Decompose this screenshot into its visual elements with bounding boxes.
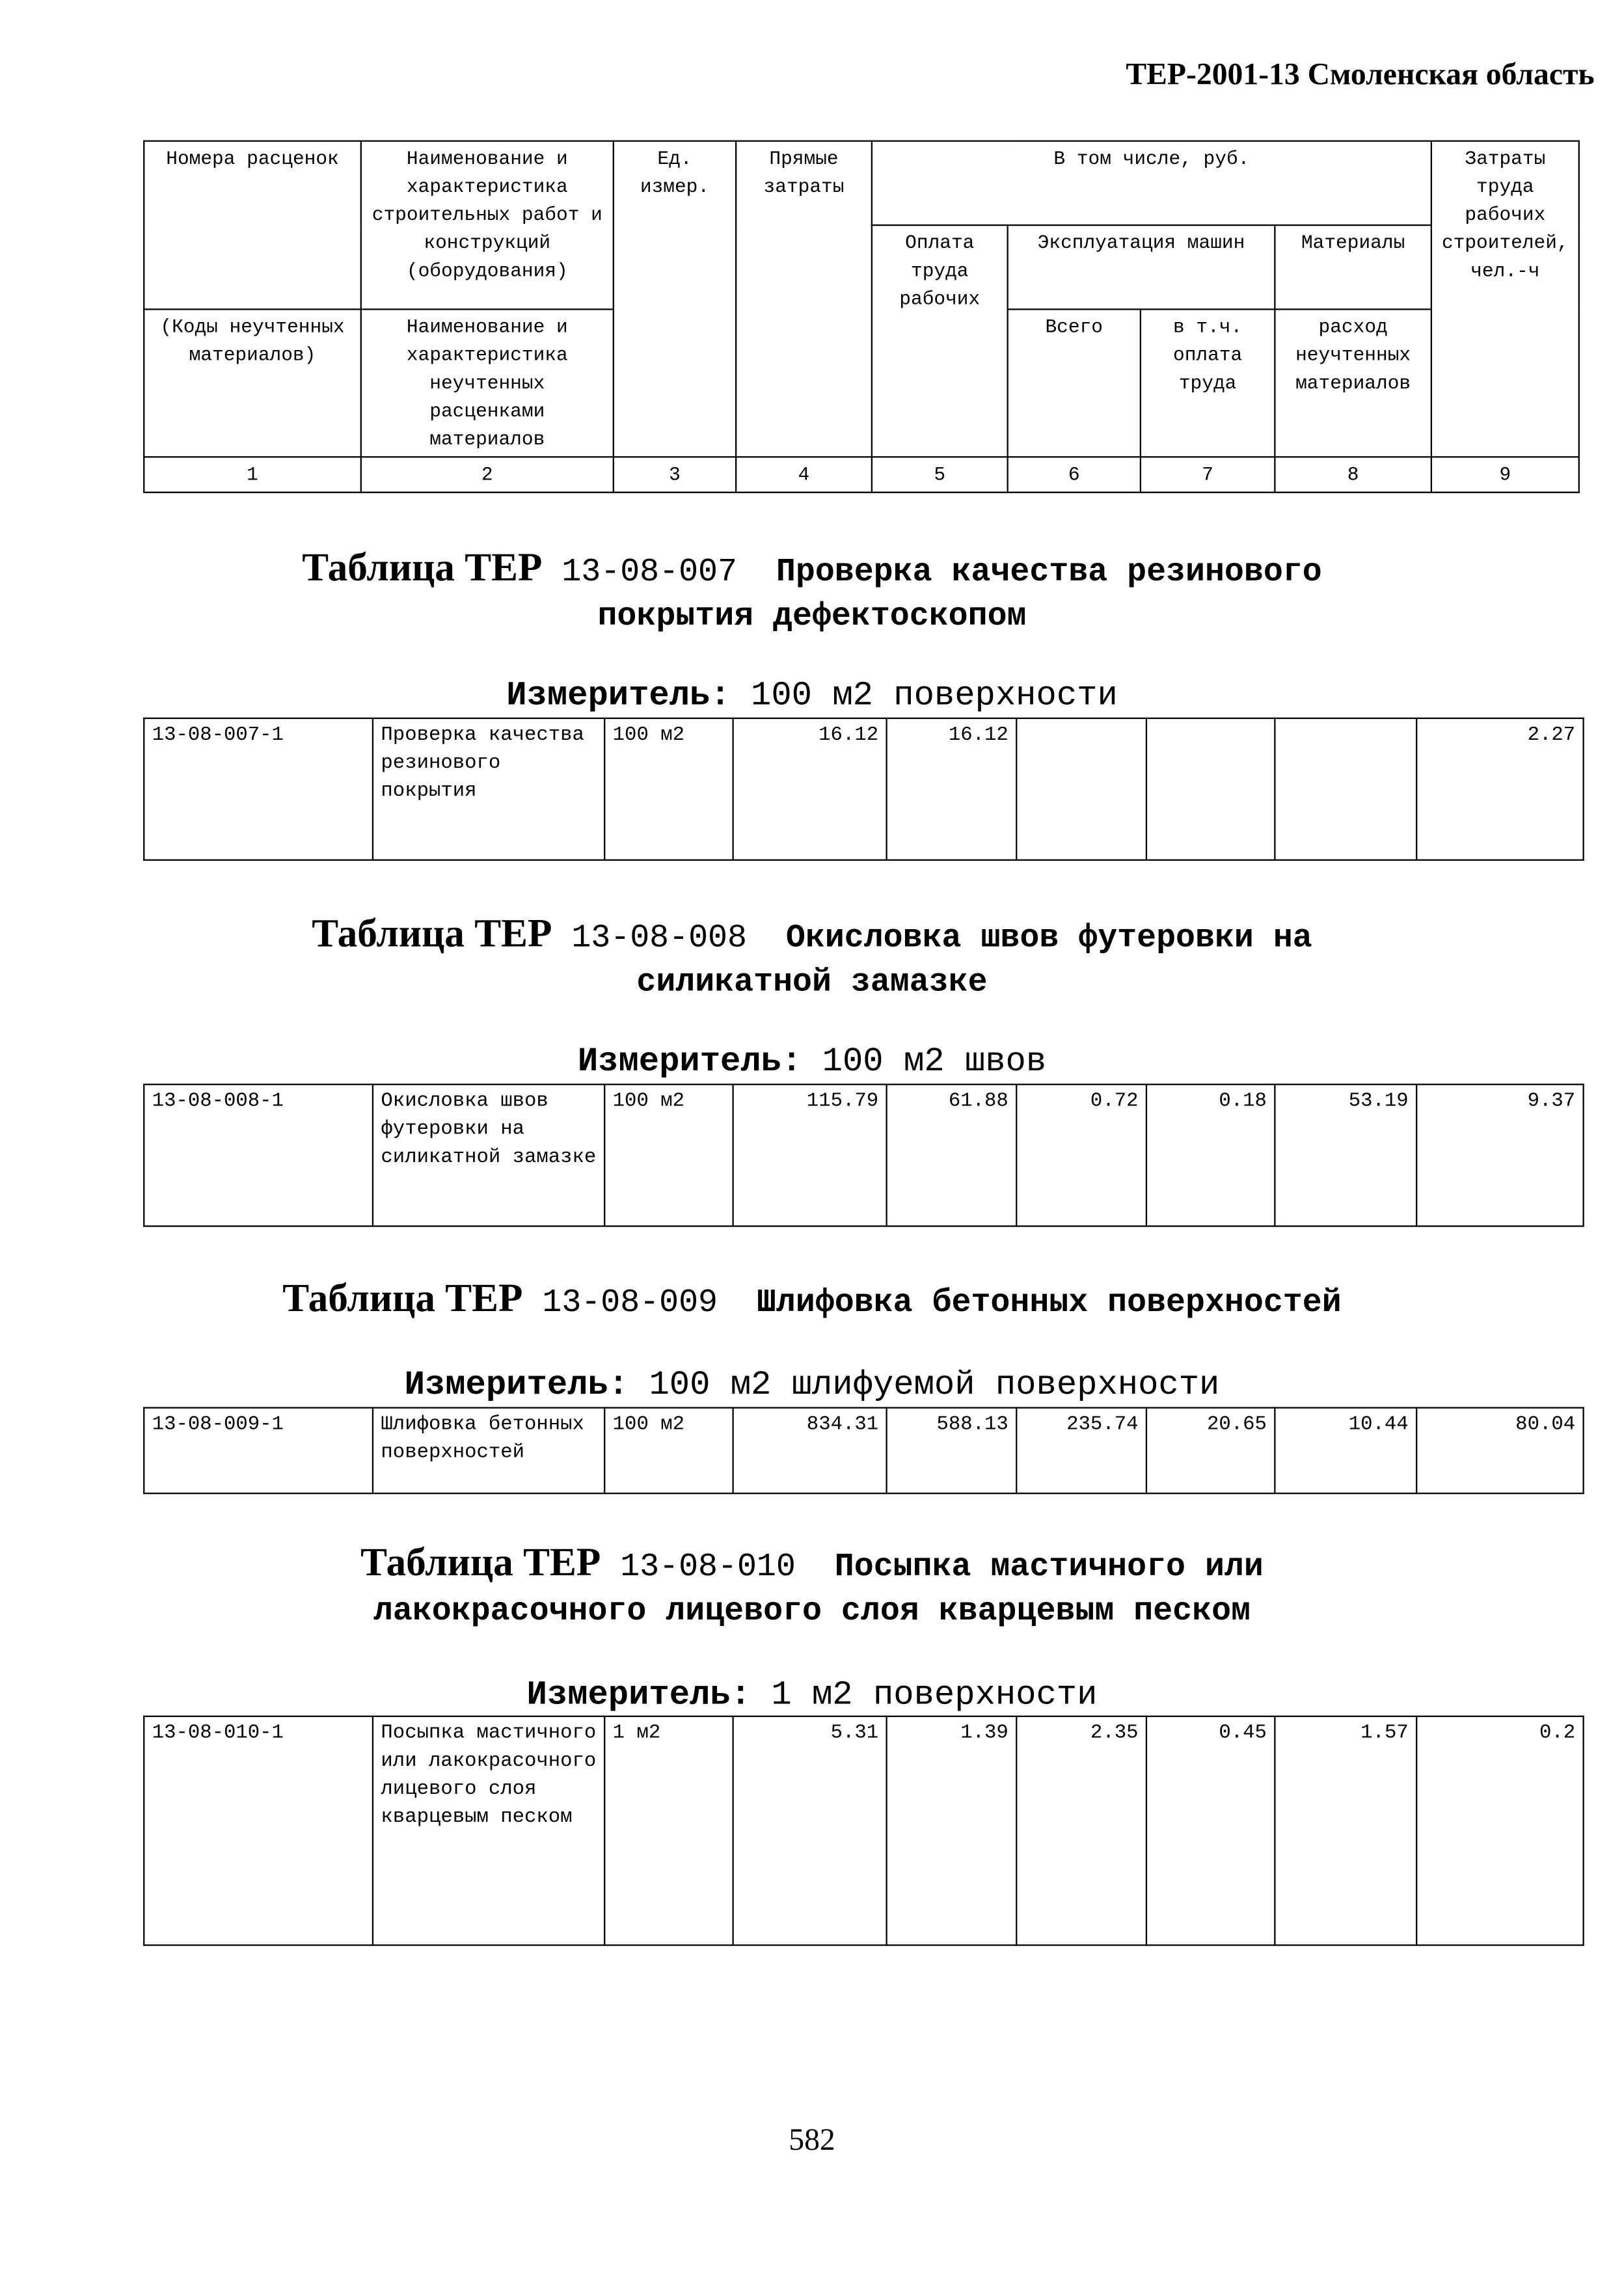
table-title-line1: Шлифовка бетонных поверхностей (756, 1284, 1342, 1321)
rate-code: 13-08-008-1 (144, 1085, 373, 1226)
rate-direct-costs: 16.12 (733, 718, 887, 860)
document-header: ТЕР-2001-13 Смоленская область (1126, 56, 1595, 92)
table-code: 13-08-010 (620, 1549, 796, 1586)
table-row (144, 1085, 1583, 1226)
rate-machine-wages: 20.65 (1146, 1408, 1275, 1494)
table-lead: Таблица ТЕР (302, 545, 543, 589)
table-row (144, 1716, 1583, 1945)
header-machines-total: Всего (1008, 309, 1141, 457)
rate-wages: 16.12 (887, 718, 1017, 860)
table-title-line1: Окисловка швов футеровки на (785, 919, 1312, 957)
rate-materials (1275, 718, 1416, 860)
col-number: 9 (1431, 457, 1579, 492)
col-number: 5 (872, 457, 1008, 492)
rate-table (143, 1407, 1584, 1494)
header-material-names: Наименование и характеристика неучтенных расценками материалов (361, 309, 614, 457)
header-including-group: В том числе, руб. (872, 141, 1431, 225)
rate-wages: 588.13 (887, 1408, 1017, 1494)
table-code: 13-08-007 (562, 553, 737, 591)
measure-line (0, 1366, 1624, 1404)
measure-value: 1 м2 поверхности (771, 1675, 1098, 1714)
rate-name: Посыпка мастичного или лакокрасочного лицевого слоя кварцевым песком (373, 1716, 604, 1945)
rate-machines (1016, 718, 1146, 860)
col-number: 1 (144, 457, 361, 492)
rate-table (143, 1716, 1584, 1946)
header-direct-costs: Прямые затраты (736, 141, 872, 457)
rate-wages: 61.88 (887, 1085, 1017, 1226)
measure-value: 100 м2 поверхности (751, 676, 1118, 715)
header-wages: Оплата труда рабочих (872, 225, 1008, 457)
rate-machines: 0.72 (1016, 1085, 1146, 1226)
rate-table (143, 1084, 1584, 1227)
rate-materials: 1.57 (1275, 1716, 1416, 1945)
rate-machine-wages (1146, 718, 1275, 860)
header-materials: Материалы (1275, 225, 1431, 309)
measure-value: 100 м2 шлифуемой поверхности (649, 1365, 1220, 1404)
section-title (0, 545, 1624, 639)
rate-code: 13-08-007-1 (144, 718, 373, 860)
table-title-line2: силикатной замазке (636, 964, 988, 1001)
rate-direct-costs: 115.79 (733, 1085, 887, 1226)
table-code: 13-08-008 (571, 919, 747, 957)
rate-table (143, 718, 1584, 861)
measure-value: 100 м2 швов (822, 1042, 1047, 1081)
table-lead: Таблица ТЕР (360, 1539, 601, 1584)
section-title (0, 1275, 1624, 1325)
table-lead: Таблица ТЕР (282, 1275, 523, 1320)
table-lead: Таблица ТЕР (312, 911, 552, 956)
measure-line (0, 676, 1624, 714)
header-machine-wages: в т.ч. оплата труда (1141, 309, 1275, 457)
rate-unit: 100 м2 (604, 1085, 733, 1226)
table-row (144, 718, 1583, 860)
col-number: 2 (361, 457, 614, 492)
rate-labor: 2.27 (1416, 718, 1583, 860)
table-title-line2: лакокрасочного лицевого слоя кварцевым песком (373, 1593, 1251, 1631)
section-title (0, 1540, 1624, 1634)
rate-direct-costs: 5.31 (733, 1716, 887, 1945)
measure-label: Измеритель: (506, 676, 731, 715)
rate-machine-wages: 0.18 (1146, 1085, 1275, 1226)
rate-name: Проверка качества резинового покрытия (373, 718, 604, 860)
rate-materials: 53.19 (1275, 1085, 1416, 1226)
header-unit: Ед. измер. (614, 141, 736, 457)
col-number: 8 (1275, 457, 1431, 492)
header-rate-numbers: Номера расценок (144, 141, 361, 310)
table-row (144, 1408, 1583, 1494)
header-material-codes: (Коды неучтенных материалов) (144, 309, 361, 457)
rate-unit: 1 м2 (604, 1716, 733, 1945)
rate-wages: 1.39 (887, 1716, 1017, 1945)
measure-label: Измеритель: (404, 1365, 629, 1404)
measure-label: Измеритель: (577, 1042, 802, 1081)
table-title-line2: покрытия дефектоскопом (597, 597, 1027, 635)
col-number: 6 (1008, 457, 1141, 492)
measure-label: Измеритель: (526, 1675, 751, 1714)
rate-labor: 9.37 (1416, 1085, 1583, 1226)
rate-machine-wages: 0.45 (1146, 1716, 1275, 1945)
rate-machines: 235.74 (1016, 1408, 1146, 1494)
header-labor-costs: Затраты труда рабочих строителей, чел.-ч (1431, 141, 1579, 457)
header-material-consumption: расход неучтенных материалов (1275, 309, 1431, 457)
rate-labor: 80.04 (1416, 1408, 1583, 1494)
measure-line (0, 1675, 1624, 1714)
section-title (0, 911, 1624, 1005)
column-header-table (143, 141, 1580, 493)
table-title-line1: Проверка качества резинового (776, 553, 1322, 591)
col-number: 4 (736, 457, 872, 492)
measure-line (0, 1042, 1624, 1081)
rate-name: Шлифовка бетонных поверхностей (373, 1408, 604, 1494)
rate-unit: 100 м2 (604, 718, 733, 860)
rate-materials: 10.44 (1275, 1408, 1416, 1494)
rate-code: 13-08-009-1 (144, 1408, 373, 1494)
col-number: 7 (1141, 457, 1275, 492)
table-title-line1: Посыпка мастичного или (834, 1549, 1264, 1586)
col-number: 3 (614, 457, 736, 492)
rate-unit: 100 м2 (604, 1408, 733, 1494)
table-code: 13-08-009 (542, 1284, 718, 1321)
header-machine-operation: Эксплуатация машин (1008, 225, 1275, 309)
rate-code: 13-08-010-1 (144, 1716, 373, 1945)
page-number: 582 (789, 2121, 835, 2158)
rate-machines: 2.35 (1016, 1716, 1146, 1945)
rate-direct-costs: 834.31 (733, 1408, 887, 1494)
rate-name: Окисловка швов футеровки на силикатной замазке (373, 1085, 604, 1226)
header-work-name: Наименование и характеристика строительных работ и конструкций (оборудования) (361, 141, 614, 310)
rate-labor: 0.2 (1416, 1716, 1583, 1945)
